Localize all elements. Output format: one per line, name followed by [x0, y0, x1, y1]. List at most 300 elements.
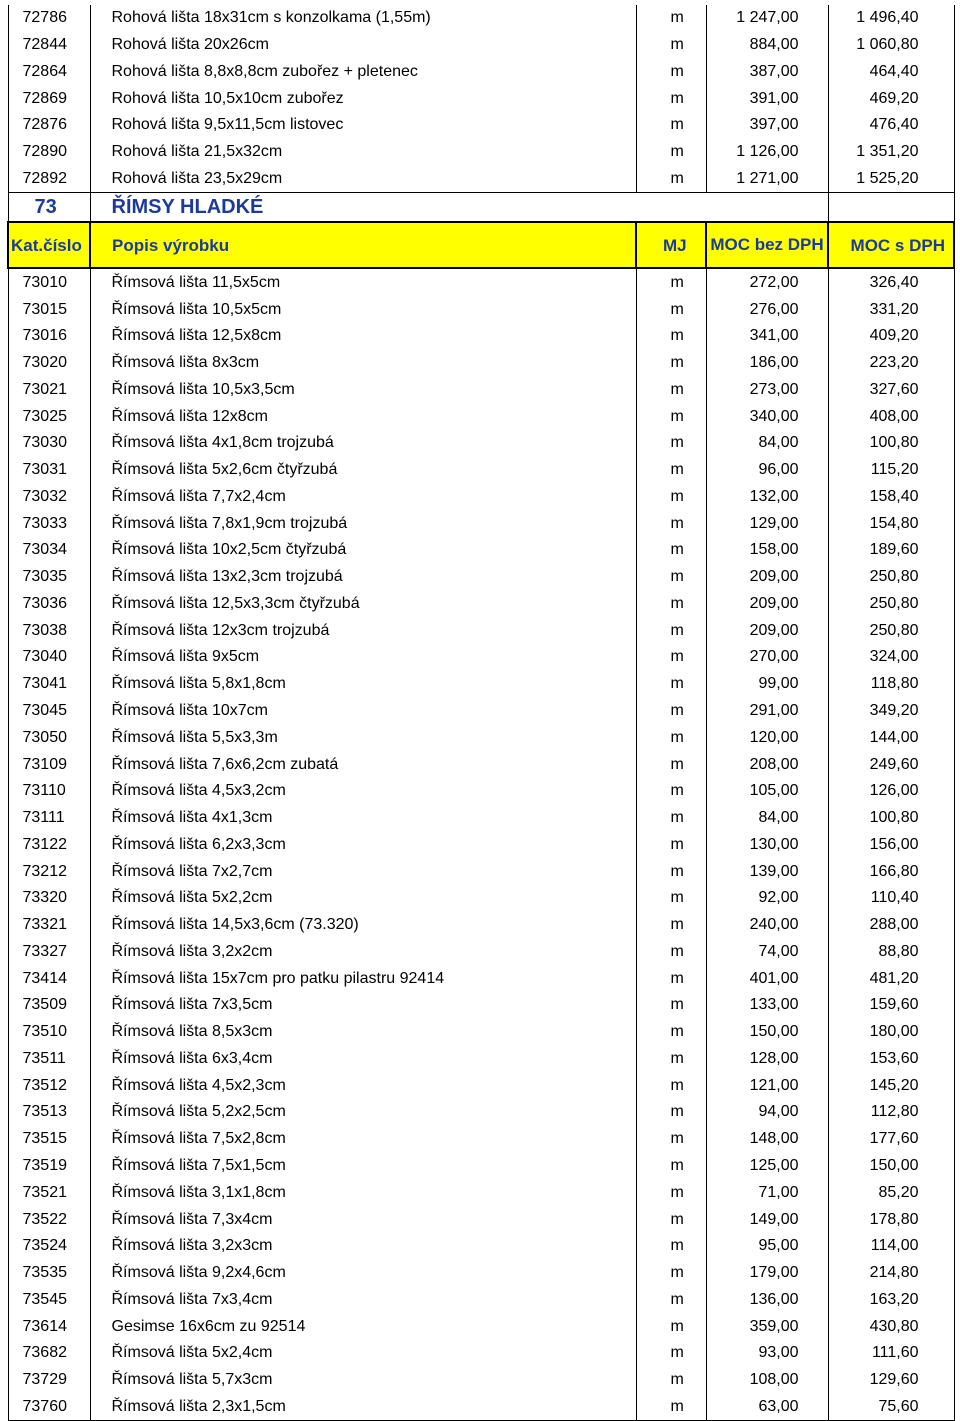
product-unit: m [636, 885, 706, 912]
price-without-vat: 93,00 [706, 1340, 828, 1367]
product-description: Římsová lišta 4,5x2,3cm [90, 1072, 636, 1099]
price-with-vat: 327,60 [828, 376, 954, 403]
price-without-vat: 209,00 [706, 591, 828, 618]
price-without-vat: 130,00 [706, 831, 828, 858]
product-code: 73524 [8, 1233, 90, 1260]
price-with-vat: 178,80 [828, 1206, 954, 1233]
table-row [8, 1153, 954, 1180]
price-with-vat: 249,60 [828, 751, 954, 778]
table-row [8, 965, 954, 992]
price-without-vat: 397,00 [706, 112, 828, 139]
product-code: 73682 [8, 1340, 90, 1367]
table-row [8, 885, 954, 912]
price-without-vat: 84,00 [706, 805, 828, 832]
product-code: 73111 [8, 805, 90, 832]
product-unit: m [636, 591, 706, 618]
product-unit: m [636, 965, 706, 992]
product-code: 73509 [8, 992, 90, 1019]
product-unit: m [636, 1233, 706, 1260]
section-rows [8, 268, 954, 1420]
price-without-vat: 129,00 [706, 510, 828, 537]
product-unit: m [636, 510, 706, 537]
price-with-vat: 153,60 [828, 1046, 954, 1073]
price-without-vat: 208,00 [706, 751, 828, 778]
product-unit: m [636, 778, 706, 805]
product-unit: m [636, 1126, 706, 1153]
price-with-vat: 1 496,40 [828, 5, 954, 32]
table-row [8, 1019, 954, 1046]
product-code: 73515 [8, 1126, 90, 1153]
product-unit: m [636, 59, 706, 86]
price-with-vat: 1 060,80 [828, 32, 954, 59]
price-without-vat: 884,00 [706, 32, 828, 59]
price-without-vat: 272,00 [706, 268, 828, 296]
product-description: Římsová lišta 4x1,3cm [90, 805, 636, 832]
price-with-vat: 409,20 [828, 323, 954, 350]
product-code: 73535 [8, 1260, 90, 1287]
product-description: Římsová lišta 5x2,4cm [90, 1340, 636, 1367]
product-description: Římsová lišta 6x3,4cm [90, 1046, 636, 1073]
product-code: 73040 [8, 644, 90, 671]
product-code: 73034 [8, 537, 90, 564]
product-description: Rohová lišta 23,5x29cm [90, 166, 636, 193]
product-description: Římsová lišta 5,7x3cm [90, 1367, 636, 1394]
product-code: 72890 [8, 139, 90, 166]
product-description: Rohová lišta 10,5x10cm zubořez [90, 85, 636, 112]
product-description: Římsová lišta 12,5x8cm [90, 323, 636, 350]
product-unit: m [636, 403, 706, 430]
table-row [8, 1206, 954, 1233]
product-description: Římsová lišta 9x5cm [90, 644, 636, 671]
price-with-vat: 464,40 [828, 59, 954, 86]
product-code: 73015 [8, 296, 90, 323]
product-unit: m [636, 912, 706, 939]
product-code: 73320 [8, 885, 90, 912]
table-row [8, 1099, 954, 1126]
product-code: 73030 [8, 430, 90, 457]
price-with-vat: 110,40 [828, 885, 954, 912]
table-row [8, 1260, 954, 1287]
product-code: 73729 [8, 1367, 90, 1394]
price-with-vat: 189,60 [828, 537, 954, 564]
price-without-vat: 132,00 [706, 483, 828, 510]
price-without-vat: 133,00 [706, 992, 828, 1019]
product-code: 73035 [8, 564, 90, 591]
table-row [8, 296, 954, 323]
product-unit: m [636, 617, 706, 644]
price-without-vat: 158,00 [706, 537, 828, 564]
product-code: 73109 [8, 751, 90, 778]
table-row [8, 537, 954, 564]
price-without-vat: 71,00 [706, 1179, 828, 1206]
price-with-vat: 115,20 [828, 457, 954, 484]
table-row [8, 698, 954, 725]
product-description: Římsová lišta 10,5x3,5cm [90, 376, 636, 403]
table-row [8, 323, 954, 350]
product-unit: m [636, 323, 706, 350]
price-with-vat: 159,60 [828, 992, 954, 1019]
price-with-vat: 100,80 [828, 430, 954, 457]
product-description: Římsová lišta 12,5x3,3cm čtyřzubá [90, 591, 636, 618]
price-without-vat: 209,00 [706, 617, 828, 644]
product-description: Římsová lišta 5x2,6cm čtyřzubá [90, 457, 636, 484]
product-description: Římsová lišta 11,5x5cm [90, 268, 636, 296]
price-without-vat: 139,00 [706, 858, 828, 885]
product-unit: m [636, 751, 706, 778]
product-code: 73036 [8, 591, 90, 618]
section-code: 73 [8, 193, 90, 223]
price-with-vat: 469,20 [828, 85, 954, 112]
table-row [8, 912, 954, 939]
table-row [8, 350, 954, 377]
product-description: Římsová lišta 7,5x1,5cm [90, 1153, 636, 1180]
product-description: Římsová lišta 7x2,7cm [90, 858, 636, 885]
product-unit: m [636, 698, 706, 725]
product-code: 73045 [8, 698, 90, 725]
price-with-vat: 326,40 [828, 268, 954, 296]
product-description: Římsová lišta 10x2,5cm čtyřzubá [90, 537, 636, 564]
table-row [8, 59, 954, 86]
price-without-vat: 340,00 [706, 403, 828, 430]
product-unit: m [636, 858, 706, 885]
table-row [8, 457, 954, 484]
price-with-vat: 145,20 [828, 1072, 954, 1099]
product-description: Římsová lišta 6,2x3,3cm [90, 831, 636, 858]
table-row [8, 510, 954, 537]
price-with-vat: 1 525,20 [828, 166, 954, 193]
product-unit: m [636, 724, 706, 751]
price-without-vat: 270,00 [706, 644, 828, 671]
product-unit: m [636, 1260, 706, 1287]
product-code: 73760 [8, 1394, 90, 1421]
product-code: 73510 [8, 1019, 90, 1046]
product-description: Římsová lišta 3,2x3cm [90, 1233, 636, 1260]
price-with-vat: 75,60 [828, 1394, 954, 1421]
price-with-vat: 154,80 [828, 510, 954, 537]
product-description: Římsová lišta 5,8x1,8cm [90, 671, 636, 698]
price-with-vat: 214,80 [828, 1260, 954, 1287]
price-with-vat: 156,00 [828, 831, 954, 858]
table-row [8, 1394, 954, 1421]
table-row [8, 268, 954, 296]
product-unit: m [636, 430, 706, 457]
product-code: 72844 [8, 32, 90, 59]
product-unit: m [636, 1367, 706, 1394]
price-with-vat: 129,60 [828, 1367, 954, 1394]
product-unit: m [636, 537, 706, 564]
price-list-table [7, 5, 955, 1421]
table-row [8, 166, 954, 193]
product-description: Římsová lišta 14,5x3,6cm (73.320) [90, 912, 636, 939]
header-unit: MJ [636, 222, 706, 268]
product-code: 73519 [8, 1153, 90, 1180]
table-row [8, 671, 954, 698]
product-description: Římsová lišta 9,2x4,6cm [90, 1260, 636, 1287]
product-code: 73033 [8, 510, 90, 537]
product-description: Rohová lišta 9,5x11,5cm listovec [90, 112, 636, 139]
header-code: Kat.číslo [8, 222, 90, 268]
price-without-vat: 125,00 [706, 1153, 828, 1180]
price-with-vat: 88,80 [828, 939, 954, 966]
price-without-vat: 94,00 [706, 1099, 828, 1126]
product-description: Římsová lišta 7x3,5cm [90, 992, 636, 1019]
price-with-vat: 111,60 [828, 1340, 954, 1367]
price-without-vat: 273,00 [706, 376, 828, 403]
product-code: 73050 [8, 724, 90, 751]
table-row [8, 992, 954, 1019]
product-code: 73032 [8, 483, 90, 510]
price-with-vat: 331,20 [828, 296, 954, 323]
product-code: 73414 [8, 965, 90, 992]
product-code: 73122 [8, 831, 90, 858]
price-with-vat: 177,60 [828, 1126, 954, 1153]
product-description: Římsová lišta 3,2x2cm [90, 939, 636, 966]
table-header-row [8, 222, 954, 268]
price-without-vat: 179,00 [706, 1260, 828, 1287]
product-unit: m [636, 376, 706, 403]
price-with-vat: 150,00 [828, 1153, 954, 1180]
price-with-vat: 166,80 [828, 858, 954, 885]
table-row [8, 858, 954, 885]
header-description: Popis výrobku [90, 222, 636, 268]
table-row [8, 32, 954, 59]
product-description: Římsová lišta 15x7cm pro patku pilastru 92414 [90, 965, 636, 992]
price-with-vat: 114,00 [828, 1233, 954, 1260]
table-row [8, 5, 954, 32]
product-description: Římsová lišta 4x1,8cm trojzubá [90, 430, 636, 457]
price-without-vat: 391,00 [706, 85, 828, 112]
product-description: Rohová lišta 8,8x8,8cm zubořez + pletenec [90, 59, 636, 86]
product-code: 73327 [8, 939, 90, 966]
table-row [8, 1233, 954, 1260]
price-with-vat: 85,20 [828, 1179, 954, 1206]
price-without-vat: 148,00 [706, 1126, 828, 1153]
product-code: 72892 [8, 166, 90, 193]
product-unit: m [636, 564, 706, 591]
product-description: Římsová lišta 13x2,3cm trojzubá [90, 564, 636, 591]
table-row [8, 1313, 954, 1340]
price-without-vat: 1 126,00 [706, 139, 828, 166]
table-row [8, 1367, 954, 1394]
product-description: Římsová lišta 7,5x2,8cm [90, 1126, 636, 1153]
price-without-vat: 149,00 [706, 1206, 828, 1233]
section-title-row [8, 193, 954, 223]
product-unit: m [636, 350, 706, 377]
price-without-vat: 108,00 [706, 1367, 828, 1394]
product-unit: m [636, 644, 706, 671]
price-with-vat: 180,00 [828, 1019, 954, 1046]
product-code: 73021 [8, 376, 90, 403]
product-unit: m [636, 85, 706, 112]
price-with-vat: 430,80 [828, 1313, 954, 1340]
product-description: Rohová lišta 21,5x32cm [90, 139, 636, 166]
product-description: Římsová lišta 4,5x3,2cm [90, 778, 636, 805]
product-unit: m [636, 457, 706, 484]
product-description: Římsová lišta 5x2,2cm [90, 885, 636, 912]
table-row [8, 139, 954, 166]
product-code: 72864 [8, 59, 90, 86]
table-row [8, 1286, 954, 1313]
product-description: Římsová lišta 8x3cm [90, 350, 636, 377]
product-code: 73016 [8, 323, 90, 350]
product-description: Římsová lišta 3,1x1,8cm [90, 1179, 636, 1206]
price-without-vat: 186,00 [706, 350, 828, 377]
product-unit: m [636, 296, 706, 323]
price-without-vat: 121,00 [706, 1072, 828, 1099]
product-description: Římsová lišta 5,2x2,5cm [90, 1099, 636, 1126]
price-without-vat: 341,00 [706, 323, 828, 350]
table-row [8, 644, 954, 671]
product-unit: m [636, 939, 706, 966]
product-description: Římsová lišta 5,5x3,3m [90, 724, 636, 751]
header-price-without-vat: MOC bez DPH [706, 222, 828, 268]
price-without-vat: 74,00 [706, 939, 828, 966]
product-code: 73038 [8, 617, 90, 644]
product-description: Římsová lišta 2,3x1,5cm [90, 1394, 636, 1421]
product-description: Římsová lišta 7,8x1,9cm trojzubá [90, 510, 636, 537]
product-code: 73025 [8, 403, 90, 430]
product-code: 73321 [8, 912, 90, 939]
price-with-vat: 476,40 [828, 112, 954, 139]
table-row [8, 403, 954, 430]
table-row [8, 831, 954, 858]
product-unit: m [636, 112, 706, 139]
price-with-vat: 288,00 [828, 912, 954, 939]
product-description: Římsová lišta 10x7cm [90, 698, 636, 725]
price-with-vat: 118,80 [828, 671, 954, 698]
product-unit: m [636, 671, 706, 698]
table-row [8, 805, 954, 832]
price-without-vat: 209,00 [706, 564, 828, 591]
product-description: Římsová lišta 8,5x3cm [90, 1019, 636, 1046]
product-unit: m [636, 1099, 706, 1126]
product-unit: m [636, 805, 706, 832]
table-row [8, 778, 954, 805]
product-description: Římsová lišta 7,3x4cm [90, 1206, 636, 1233]
table-row [8, 617, 954, 644]
table-row [8, 1179, 954, 1206]
section-title: ŘÍMSY HLADKÉ [90, 193, 828, 223]
product-code: 73212 [8, 858, 90, 885]
price-without-vat: 99,00 [706, 671, 828, 698]
product-unit: m [636, 1313, 706, 1340]
price-without-vat: 92,00 [706, 885, 828, 912]
table-row [8, 1046, 954, 1073]
price-with-vat: 349,20 [828, 698, 954, 725]
product-unit: m [636, 5, 706, 32]
product-unit: m [636, 1019, 706, 1046]
price-with-vat: 324,00 [828, 644, 954, 671]
price-without-vat: 240,00 [706, 912, 828, 939]
table-row [8, 483, 954, 510]
price-without-vat: 63,00 [706, 1394, 828, 1421]
price-with-vat: 163,20 [828, 1286, 954, 1313]
product-unit: m [636, 1153, 706, 1180]
section-empty-cell [828, 193, 954, 223]
price-without-vat: 128,00 [706, 1046, 828, 1073]
product-unit: m [636, 139, 706, 166]
product-unit: m [636, 992, 706, 1019]
price-without-vat: 291,00 [706, 698, 828, 725]
table-row [8, 112, 954, 139]
product-code: 73020 [8, 350, 90, 377]
product-unit: m [636, 1340, 706, 1367]
previous-section-rows [8, 5, 954, 193]
product-code: 73545 [8, 1286, 90, 1313]
price-with-vat: 158,40 [828, 483, 954, 510]
price-with-vat: 1 351,20 [828, 139, 954, 166]
price-without-vat: 96,00 [706, 457, 828, 484]
price-with-vat: 250,80 [828, 564, 954, 591]
product-unit: m [636, 483, 706, 510]
product-code: 73513 [8, 1099, 90, 1126]
price-with-vat: 126,00 [828, 778, 954, 805]
product-unit: m [636, 1286, 706, 1313]
product-unit: m [636, 268, 706, 296]
price-with-vat: 144,00 [828, 724, 954, 751]
price-without-vat: 105,00 [706, 778, 828, 805]
product-code: 72876 [8, 112, 90, 139]
product-description: Římsová lišta 12x3cm trojzubá [90, 617, 636, 644]
product-description: Rohová lišta 18x31cm s konzolkama (1,55m) [90, 5, 636, 32]
price-with-vat: 250,80 [828, 591, 954, 618]
price-without-vat: 84,00 [706, 430, 828, 457]
price-without-vat: 120,00 [706, 724, 828, 751]
table-row [8, 724, 954, 751]
product-code: 73511 [8, 1046, 90, 1073]
price-without-vat: 387,00 [706, 59, 828, 86]
table-row [8, 751, 954, 778]
table-row [8, 1340, 954, 1367]
product-code: 72786 [8, 5, 90, 32]
table-row [8, 1072, 954, 1099]
product-code: 73521 [8, 1179, 90, 1206]
table-row [8, 939, 954, 966]
product-code: 73010 [8, 268, 90, 296]
table-row [8, 591, 954, 618]
product-code: 72869 [8, 85, 90, 112]
product-code: 73031 [8, 457, 90, 484]
product-description: Římsová lišta 7,6x6,2cm zubatá [90, 751, 636, 778]
product-description: Římsová lišta 12x8cm [90, 403, 636, 430]
price-with-vat: 223,20 [828, 350, 954, 377]
price-without-vat: 401,00 [706, 965, 828, 992]
product-description: Rohová lišta 20x26cm [90, 32, 636, 59]
product-description: Římsová lišta 10,5x5cm [90, 296, 636, 323]
product-description: Římsová lišta 7x3,4cm [90, 1286, 636, 1313]
product-unit: m [636, 32, 706, 59]
product-unit: m [636, 1394, 706, 1421]
price-with-vat: 250,80 [828, 617, 954, 644]
product-code: 73041 [8, 671, 90, 698]
price-without-vat: 95,00 [706, 1233, 828, 1260]
table-row [8, 376, 954, 403]
product-unit: m [636, 1072, 706, 1099]
price-with-vat: 408,00 [828, 403, 954, 430]
price-without-vat: 1 271,00 [706, 166, 828, 193]
price-without-vat: 136,00 [706, 1286, 828, 1313]
product-code: 73110 [8, 778, 90, 805]
price-with-vat: 481,20 [828, 965, 954, 992]
price-without-vat: 276,00 [706, 296, 828, 323]
product-description: Římsová lišta 7,7x2,4cm [90, 483, 636, 510]
table-row [8, 564, 954, 591]
product-code: 73522 [8, 1206, 90, 1233]
product-unit: m [636, 166, 706, 193]
price-without-vat: 359,00 [706, 1313, 828, 1340]
product-code: 73512 [8, 1072, 90, 1099]
table-row [8, 430, 954, 457]
